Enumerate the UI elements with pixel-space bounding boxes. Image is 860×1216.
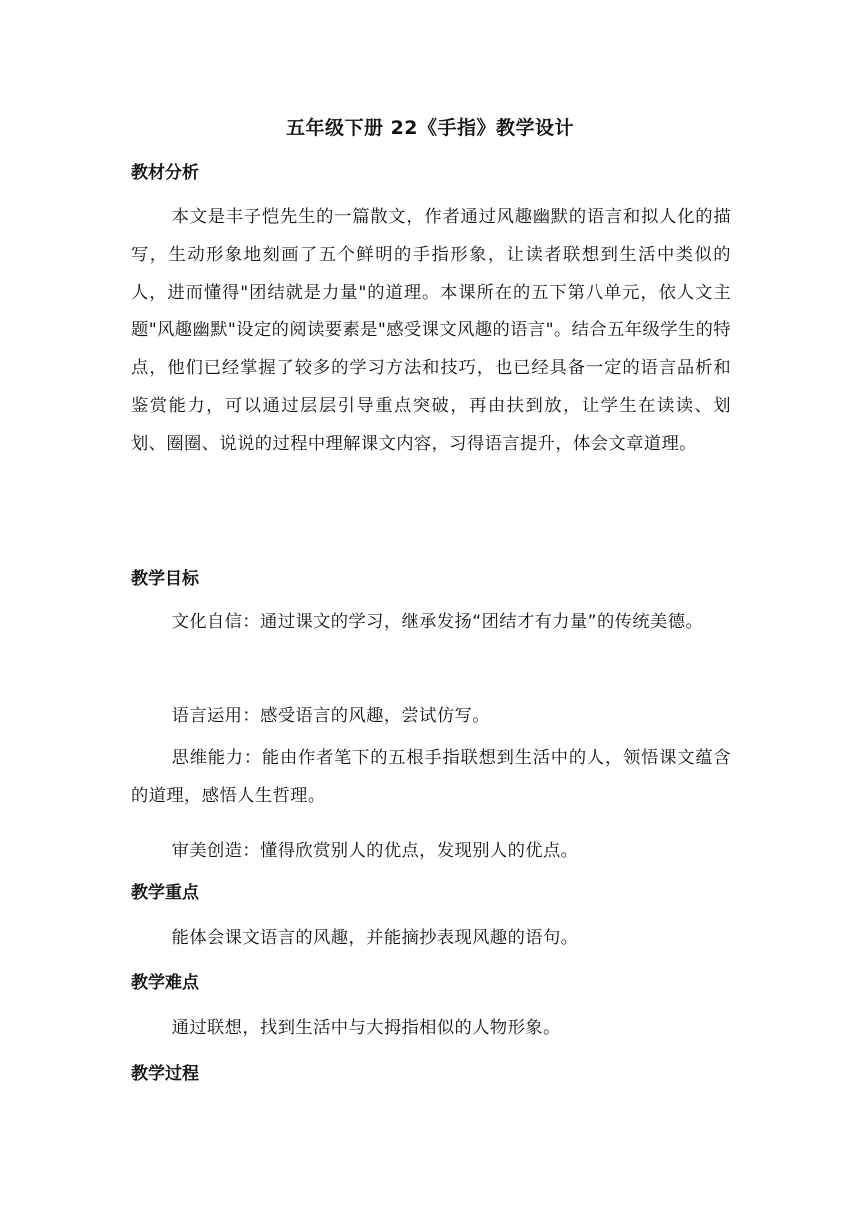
section-heading-goals: 教学目标 bbox=[131, 569, 199, 589]
section-heading-difficulties: 教学难点 bbox=[131, 973, 199, 993]
section-heading-analysis: 教材分析 bbox=[131, 163, 199, 183]
section-heading-key-points: 教学重点 bbox=[131, 883, 199, 903]
section-heading-process: 教学过程 bbox=[131, 1064, 199, 1084]
document-title: 五年级下册 22《手指》教学设计 bbox=[285, 117, 575, 139]
goal-item-culture: 文化自信：通过课文的学习，继承发扬“团结才有力量”的传统美德。 bbox=[171, 612, 704, 632]
goal-item-language: 语言运用：感受语言的风趣，尝试仿写。 bbox=[171, 706, 490, 726]
analysis-paragraph: 本文是丰子恺先生的一篇散文，作者通过风趣幽默的语言和拟人化的描写，生动形象地刻画了五个鲜明的手指形象，让读者联想到生活中类似的人，进而懂得"团结就是力量"的道理。本课所在的五下第八单元，依人文主题"风趣幽默"设定的阅读要素是"感受课文风趣的语言"。结合五年级学生的特点，他们已经掌握了较多的学习方法和技巧，也已经具备一定的语言品析和鉴赏能力，可以通过层层引导重点突破，再由扶到放，让学生在读读、划划、圈圈、说说的过程中理解课文内容，习得语言提升，体会文章道理。 bbox=[131, 207, 731, 454]
goal-item-aesthetic: 审美创造：懂得欣赏别人的优点，发现别人的优点。 bbox=[171, 841, 579, 861]
goal-item-thinking: 思维能力：能由作者笔下的五根手指联想到生活中的人，领悟课文蕴含的道理，感悟人生哲理。 bbox=[131, 748, 731, 806]
key-points-paragraph: 能体会课文语言的风趣，并能摘抄表现风趣的语句。 bbox=[171, 928, 579, 948]
difficulties-paragraph: 通过联想，找到生活中与大拇指相似的人物形象。 bbox=[171, 1018, 561, 1038]
